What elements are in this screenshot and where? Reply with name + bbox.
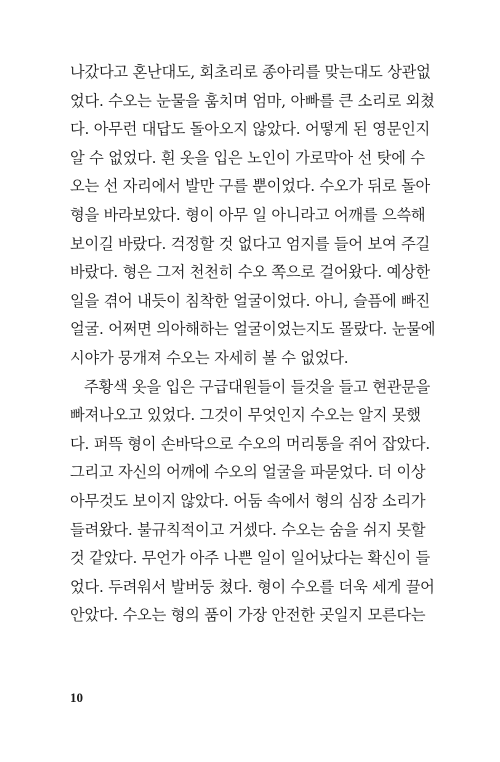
text-line: 형을 바라보았다. 형이 아무 일 아니라고 어깨를 으쓱해	[70, 205, 426, 224]
text-line: 아무것도 보이지 않았다. 어둠 속에서 형의 심장 소리가	[70, 491, 426, 510]
text-line: 보이길 바랐다. 걱정할 것 없다고 엄지를 들어 보여 주길	[70, 234, 431, 253]
page-number: 10	[70, 690, 83, 705]
text-line: 것 같았다. 무언가 아주 나쁜 일이 일어났다는 확신이 들	[70, 549, 431, 568]
body-text	[70, 58, 436, 630]
text-line: 오는 선 자리에서 발만 구를 뿐이었다. 수오가 뒤로 돌아	[70, 177, 431, 196]
text-line: 그리고 자신의 어깨에 수오의 얼굴을 파묻었다. 더 이상	[70, 463, 426, 482]
text-line: 안았다. 수오는 형의 품이 가장 안전한 곳일지 모른다는	[70, 606, 426, 625]
text-line: 빠져나오고 있었다. 그것이 무엇인지 수오는 알지 못했	[70, 406, 421, 425]
text-line: 다. 아무런 대답도 돌아오지 않았다. 어떻게 된 영문인지	[70, 120, 431, 139]
text-line: 바랐다. 형은 그저 천천히 수오 쪽으로 걸어왔다. 예상한	[70, 263, 431, 282]
text-line: 었다. 두려워서 발버둥 쳤다. 형이 수오를 더욱 세게 끌어	[70, 577, 435, 596]
text-line: 시야가 뭉개져 수오는 자세히 볼 수 없었다.	[70, 348, 349, 367]
text-line: 었다. 수오는 눈물을 훔치며 엄마, 아빠를 큰 소리로 외쳤	[70, 91, 435, 110]
text-line: 알 수 없었다. 흰 옷을 입은 노인이 가로막아 선 탓에 수	[70, 148, 425, 167]
text-line: 나갔다고 혼난대도, 회초리로 종아리를 맞는대도 상관없	[70, 63, 431, 81]
paragraph-start-line: 주황색 옷을 입은 구급대원들이 들것을 들고 현관문을	[84, 377, 431, 396]
text-line: 일을 겪어 내듯이 침착한 얼굴이었다. 아니, 슬픔에 빠진	[70, 291, 431, 310]
text-line: 들려왔다. 불규칙적이고 거셌다. 수오는 숨을 쉬지 못할	[70, 520, 426, 539]
text-line: 얼굴. 어쩌면 의아해하는 얼굴이었는지도 몰랐다. 눈물에	[70, 320, 436, 339]
text-line: 다. 퍼뜩 형이 손바닥으로 수오의 머리통을 쥐어 잡았다.	[70, 434, 431, 453]
